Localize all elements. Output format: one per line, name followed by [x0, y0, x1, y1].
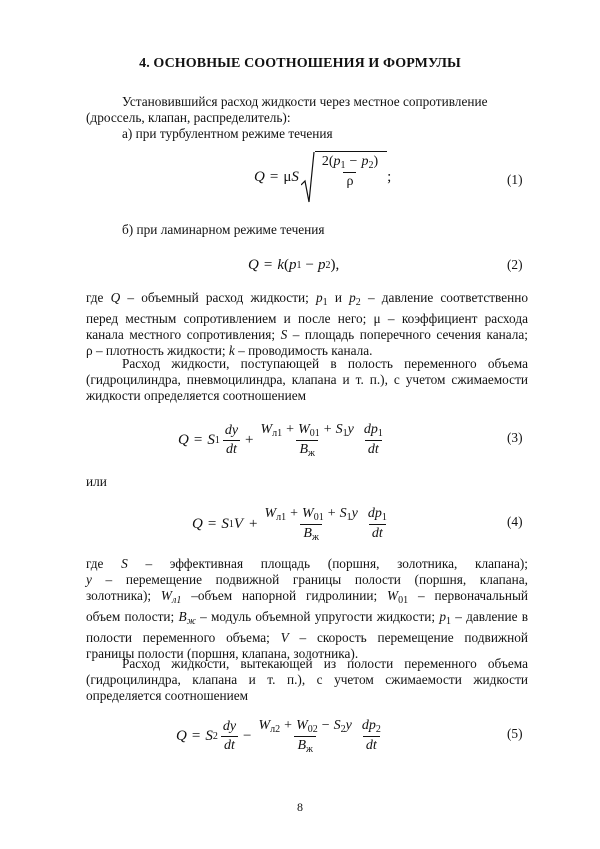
case-b-label: б) при ламинарном режиме течения — [122, 222, 325, 237]
equation-4: Q = S 1 V + $\frac{W_{л1} + W_{01} + S_1y}{B_ж}$ $\frac{dp_1}{dt}$ — [192, 505, 387, 543]
definitions-1: где Q – объемный расход жидкости; $p_1$ и $p_2$ – давление соответственно перед местным сопротивлением и после него; μ – коэффициент расхода канала местного сопротивления; S – площадь поперечного сечения канала; ρ – плотность жидкости; k – проводимость канала. — [86, 290, 529, 358]
equation-5: Q = S 2 $\frac{dy}{dt}$ − $\frac{W_{л2} + W_{02} - S_2y}{B_ж}$ $\frac{dp_2}{dt}$ — [176, 717, 381, 755]
equation-number-3: (3) — [507, 430, 523, 445]
paragraph-3: Расход жидкости, вытекающей из полости переменного объема (гидроцилиндра, клапана и т. п.), с учетом сжимаемости жидкости определяется соотношением — [86, 656, 528, 703]
equation-3: Q = S 1 $\frac{dy}{dt}$ + $\frac{W_{л1} + W_{01} + S_1y}{B_ж}$ $\frac{dp_1}{dt}$ — [178, 421, 383, 459]
equation-2: Q = k ( p 1 − p 2 ) , — [248, 256, 340, 273]
equation-number-5: (5) — [507, 726, 523, 741]
fraction: $\frac{2(p_1 - p_2)}{\rho}$ — [321, 154, 379, 189]
square-root — [301, 151, 387, 203]
equation-number-2: (2) — [507, 257, 523, 272]
section-title: 4. ОСНОВНЫЕ СООТНОШЕНИЯ И ФОРМУЛЫ — [139, 56, 461, 71]
paragraph-2: Расход жидкости, поступающей в полость переменного объема (гидроцилиндра, пневмоцилиндра, клапана и т. п.), с учетом сжимаемости жидкости определяется соотношением — [86, 356, 528, 403]
equation-number-4: (4) — [507, 514, 523, 529]
case-a-label: а) при турбулентном режиме течения — [122, 126, 333, 141]
paragraph-1-line-2: (дроссель, клапан, распределитель): — [86, 110, 291, 125]
definitions-2: где S – эффективная площадь (поршня, золотника, клапана); y – перемещение подвижной границы полости (поршня, клапана, золотника); $W_{л1}$ –объем напорной гидролинии; $W_{01}$ – первоначальный объем полости; $B_ж$ – модуль объемной упругости жидкости; $p_1$ – давление в полости переменного объема; V – скорость перемещение подвижной границы полости (поршня, клапана, золотника). — [86, 556, 529, 661]
or-word: или — [86, 474, 107, 489]
page-number: 8 — [297, 800, 303, 814]
paragraph-1-line-1: Установившийся расход жидкости через местное сопротивление — [122, 94, 488, 109]
equation-number-1: (1) — [507, 172, 523, 187]
equation-1: Q = μ S $\frac{2(p_1 - p_2)}{\rho}$ ; — [254, 148, 391, 206]
